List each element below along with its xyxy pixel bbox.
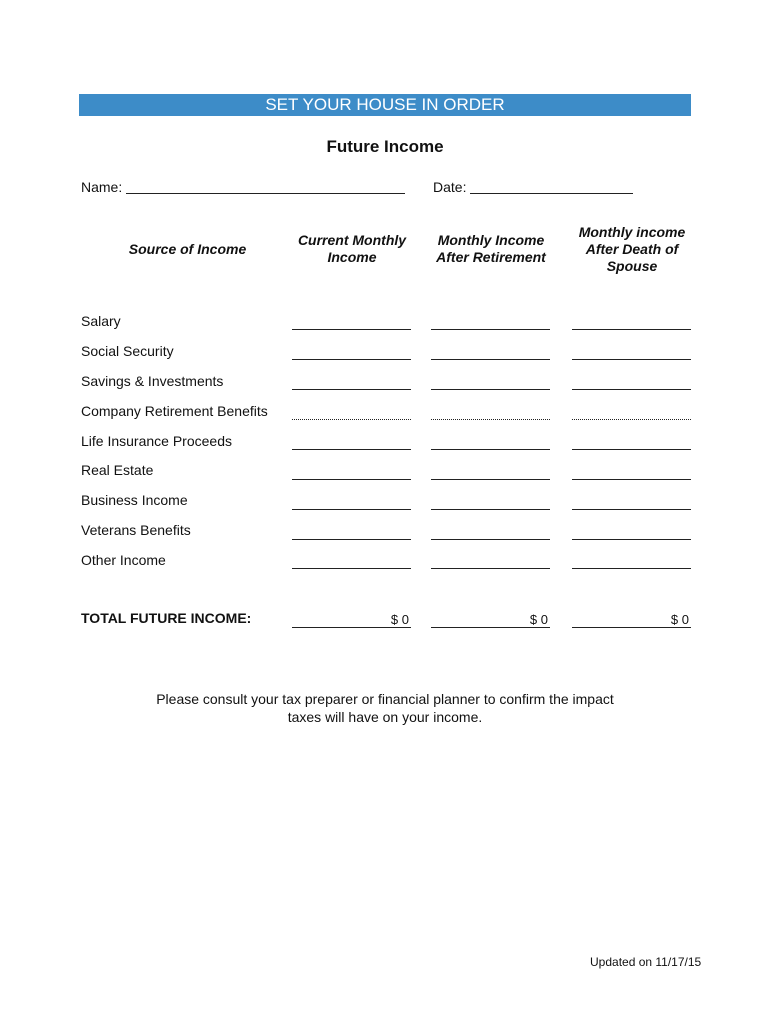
life-insurance-retirement-field[interactable] (431, 449, 550, 450)
other-income-retirement-field[interactable] (431, 568, 550, 569)
real-estate-current-field[interactable] (292, 479, 411, 480)
real-estate-spouse-field[interactable] (572, 479, 691, 480)
row-label-veterans-benefits: Veterans Benefits (81, 522, 191, 538)
column-header-after-retirement-line2: After Retirement (436, 249, 546, 265)
total-retirement-field[interactable] (431, 612, 550, 628)
tax-consult-note-line1: Please consult your tax preparer or financial planner to confirm the impact (156, 691, 614, 707)
veterans-spouse-field[interactable] (572, 539, 691, 540)
veterans-retirement-field[interactable] (431, 539, 550, 540)
form-subtitle: Future Income (326, 137, 444, 156)
real-estate-retirement-field[interactable] (431, 479, 550, 480)
row-label-company-retirement: Company Retirement Benefits (81, 403, 268, 419)
savings-current-field[interactable] (292, 389, 411, 390)
date-field[interactable] (470, 193, 633, 194)
name-label: Name: (81, 179, 123, 195)
total-current-field[interactable] (292, 612, 411, 628)
column-header-current-monthly-line1: Current Monthly (297, 232, 407, 248)
row-label-life-insurance: Life Insurance Proceeds (81, 433, 232, 449)
row-label-business-income: Business Income (81, 492, 188, 508)
total-current-value: $ 0 (390, 612, 409, 627)
social-security-retirement-field[interactable] (431, 359, 550, 360)
column-header-after-retirement-line1: Monthly Income (437, 232, 545, 248)
tax-consult-note-line2: taxes will have on your income. (287, 709, 483, 725)
column-header-after-death-line2: After Death of (585, 241, 679, 257)
column-header-current-monthly-line2: Income (327, 249, 377, 265)
social-security-current-field[interactable] (292, 359, 411, 360)
total-retirement-value: $ 0 (529, 612, 548, 627)
total-future-income-label: TOTAL FUTURE INCOME: (81, 610, 252, 626)
row-label-other-income: Other Income (81, 552, 166, 568)
row-label-savings-investments: Savings & Investments (81, 373, 224, 389)
other-income-spouse-field[interactable] (572, 568, 691, 569)
name-field[interactable] (126, 193, 405, 194)
tax-consult-note (0, 690, 770, 726)
company-retirement-spouse-field[interactable] (572, 419, 691, 420)
row-label-social-security: Social Security (81, 343, 174, 359)
savings-retirement-field[interactable] (431, 389, 550, 390)
salary-spouse-field[interactable] (572, 329, 691, 330)
social-security-spouse-field[interactable] (572, 359, 691, 360)
company-retirement-retirement-field[interactable] (431, 419, 550, 420)
total-spouse-field[interactable] (572, 612, 691, 628)
life-insurance-spouse-field[interactable] (572, 449, 691, 450)
business-income-spouse-field[interactable] (572, 509, 691, 510)
row-label-real-estate: Real Estate (81, 462, 154, 478)
column-header-after-death-of-spouse (562, 224, 702, 275)
salary-retirement-field[interactable] (431, 329, 550, 330)
column-header-after-death-line3: Spouse (606, 258, 658, 274)
company-retirement-current-field[interactable] (292, 419, 411, 420)
column-header-after-retirement (421, 232, 561, 266)
column-header-source (105, 241, 270, 258)
total-spouse-value: $ 0 (670, 612, 689, 627)
savings-spouse-field[interactable] (572, 389, 691, 390)
column-header-current-monthly (283, 232, 421, 266)
form-title-banner: SET YOUR HOUSE IN ORDER (79, 94, 691, 116)
business-income-retirement-field[interactable] (431, 509, 550, 510)
column-header-after-death-line1: Monthly income (578, 224, 686, 240)
column-header-source-line1: Source of Income (128, 241, 247, 257)
updated-date: Updated on 11/17/15 (590, 955, 702, 969)
other-income-current-field[interactable] (292, 568, 411, 569)
date-label: Date: (433, 179, 467, 195)
veterans-current-field[interactable] (292, 539, 411, 540)
salary-current-field[interactable] (292, 329, 411, 330)
life-insurance-current-field[interactable] (292, 449, 411, 450)
row-label-salary: Salary (81, 313, 121, 329)
business-income-current-field[interactable] (292, 509, 411, 510)
